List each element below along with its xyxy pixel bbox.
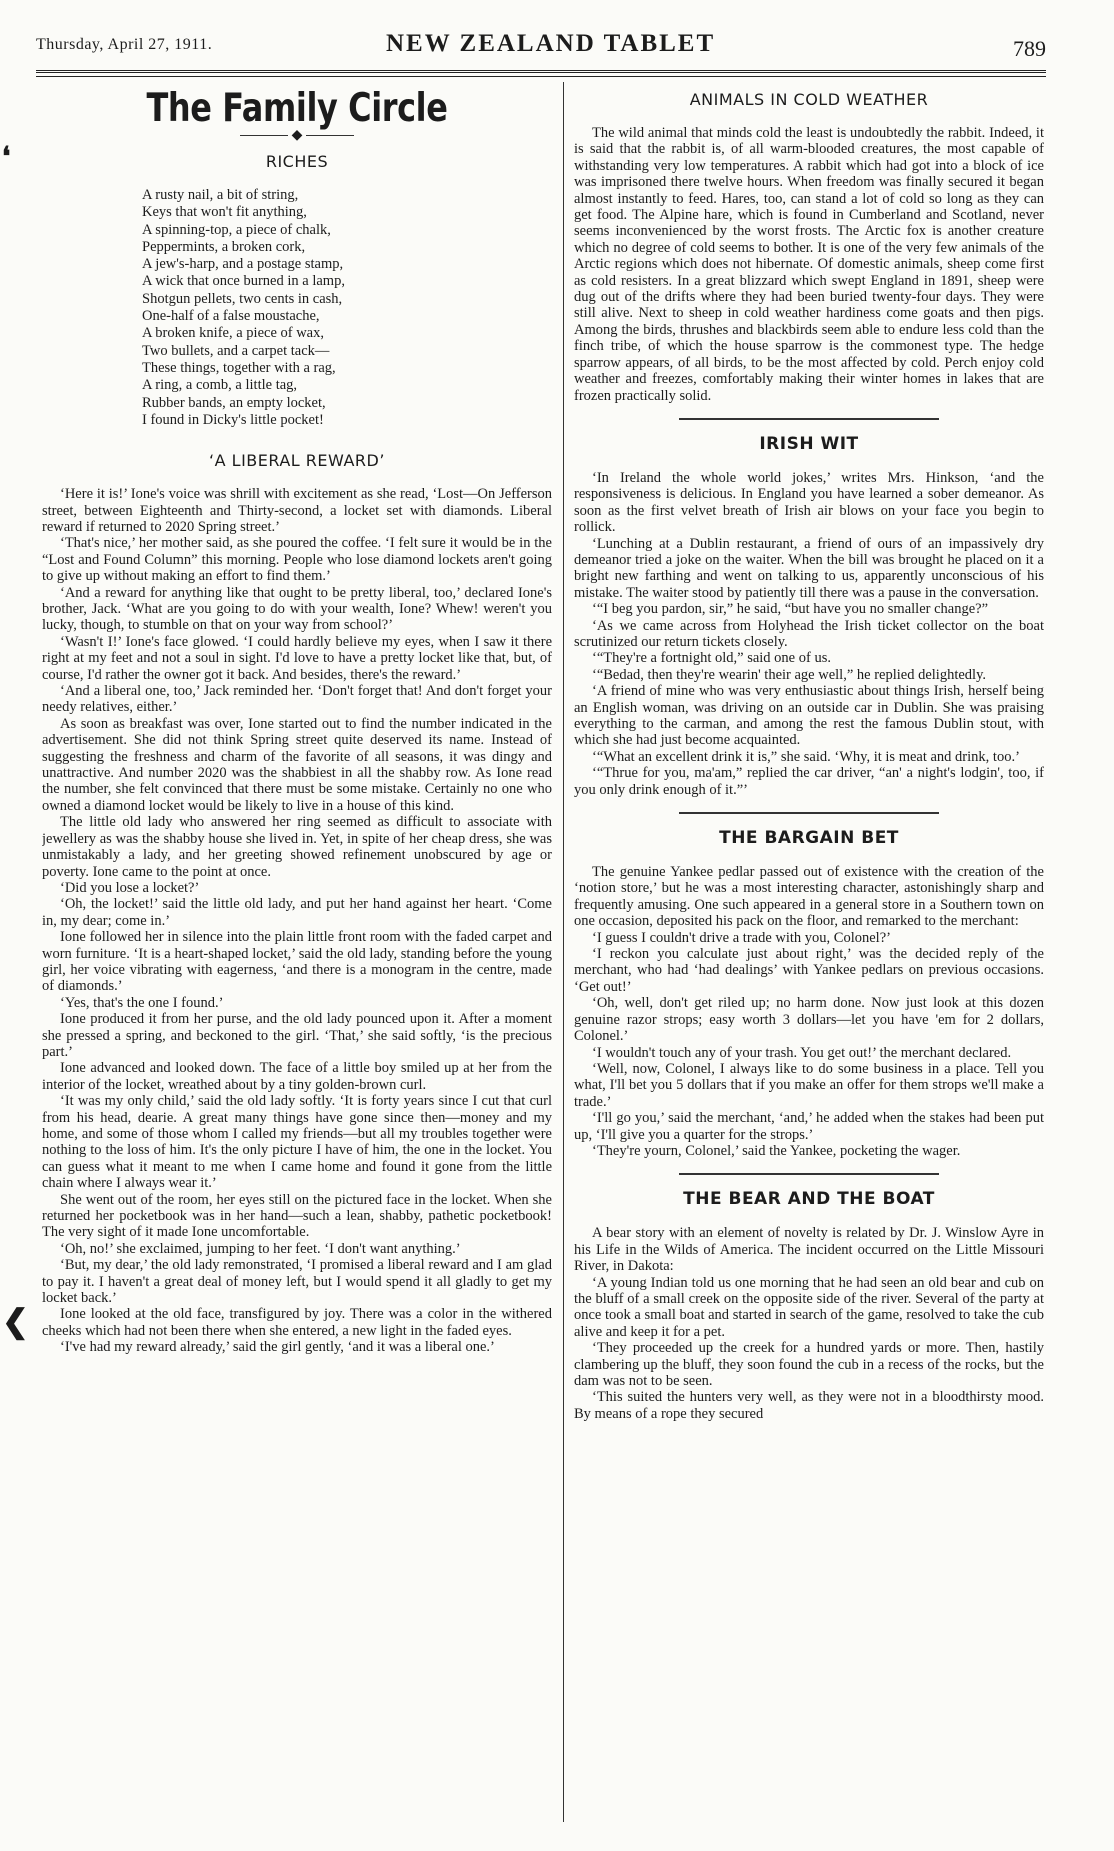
paragraph: ‘Wasn't I!’ Ione's face glowed. ‘I could hardly believe my eyes, when I saw it there right at my feet and not a soul in sight. I'd love to have a pretty locket like that, but, of course, I'd rather the owner got it back. And besides, there's the reward.’	[42, 633, 552, 683]
poem-line: Shotgun pellets, two cents in cash,	[142, 290, 343, 307]
paragraph: Ione looked at the old face, transfigured by joy. There was a color in the withered cheeks which had not been there when she entered, a new light in the faded eyes.	[42, 1306, 552, 1339]
paragraph: ‘A young Indian told us one morning that he had seen an old bear and cub on the bluff of a small creek on the opposite side of the river. Several of the party at once took a small boat and started in search of the game, resolved to take the cub alive and keep it for a pet.	[574, 1274, 1044, 1340]
section-title: The Family Circle	[146, 86, 448, 131]
story-heading: ‘A LIBERAL REWARD’	[209, 451, 385, 471]
paragraph: ‘And a reward for anything like that ought to be pretty liberal, too,’ declared Ione's brother, Jack. ‘What are you going to do with your wealth, Ione? Whew! weren't you lucky, though, to stumble on that on your way from school?’	[42, 584, 552, 634]
paragraph: ‘“What an excellent drink it is,” she said. ‘Why, it is meat and drink, too.’	[592, 748, 1020, 765]
paragraph: The little old lady who answered her ring seemed as difficult to associate with jewellery as was the shabby house she lived in. Yet, in spite of her cheap dress, she was unmistakably a lady, and her greeting showed refinement unobscured by age or poverty. Ione came to the point at once.	[42, 814, 552, 880]
article-heading: ANIMALS IN COLD WEATHER	[689, 90, 929, 109]
page-number: 789	[1013, 36, 1046, 61]
paragraph: ‘A friend of mine who was very enthusiastic about things Irish, herself being an English woman, was driving on an outside car in Dublin. She was praising everything to the carman, and among the rest the famous Dublin stout, with which she had just become acquainted.	[574, 683, 1044, 749]
poem-line: A jew's-harp, and a postage stamp,	[142, 256, 344, 273]
poem-line: A broken knife, a piece of wax,	[142, 325, 324, 342]
paragraph: ‘I'll go you,’ said the merchant, ‘and,’ he added when the stakes had been put up, ‘I'll give you a quarter for the strops.’	[574, 1110, 1044, 1143]
article-divider	[679, 418, 939, 420]
poem-line: A wick that once burned in a lamp,	[142, 273, 345, 290]
paragraph: ‘“I beg you pardon, sir,” he said, “but have you no smaller change?”	[592, 601, 989, 618]
paragraph: ‘I've had my reward already,’ said the girl gently, ‘and it was a liberal one.’	[60, 1339, 495, 1356]
poem-line: Keys that won't fit anything,	[142, 204, 307, 221]
margin-mark-icon: ❛	[2, 142, 11, 171]
paragraph: ‘“Thrue for you, ma'am,” replied the car driver, “an' a night's lodgin', too, if you only drink enough of it.”’	[574, 765, 1044, 798]
paragraph: ‘That's nice,’ her mother said, as she poured the coffee. ‘I felt sure it would be in the “Lost and Found Column” this morning. People who lose diamond lockets aren't going to give up without making an effort to find them.’	[42, 535, 552, 585]
paragraph: As soon as breakfast was over, Ione started out to find the number indicated in the advertisement. She did not think Spring street quite deserved its name. Instead of suggesting the freshness and charm of the favorite of all seasons, it was dingy and unattractive. And number 2020 was the shabbiest in all the shabby row. As Ione read the number, she felt convinced that there must be some mistake. Certainly no one who owned a diamond locket would be likely to live in a house of this kind.	[42, 715, 552, 814]
paragraph: ‘I guess I couldn't drive a trade with you, Colonel?’	[592, 929, 891, 946]
paragraph: ‘I wouldn't touch any of your trash. You get out!’ the merchant declared.	[592, 1044, 1012, 1061]
paragraph: ‘It was my only child,’ said the old lady softly. ‘It is forty years since I cut that curl from his head, dearie. A great many things have gone since then—money and my home, and some of those whom I called my friends—but all my troubles together were nothing to the loss of him. It's the only picture I have of him, the one in the locket. You can guess what it meant to me when I came home and found it gone from the little chain where I always wear it.’	[42, 1093, 552, 1192]
article-divider	[679, 1173, 939, 1175]
paragraph: A bear story with an element of novelty is related by Dr. J. Winslow Ayre in his Life in the Wilds of America. The incident occurred on the Little Missouri River, in Dakota:	[574, 1225, 1044, 1275]
poem-line: Rubber bands, an empty locket,	[142, 394, 326, 411]
paragraph: ‘They proceeded up the creek for a hundred yards or more. Then, hastily clambering up the bluff, they soon found the cub in a recess of the rocks, but the dam was not to be seen.	[574, 1340, 1044, 1389]
paragraph: Ione advanced and looked down. The face of a little boy smiled up at her from the interior of the locket, wreathed about by a tiny golden-brown curl.	[42, 1060, 552, 1093]
paragraph: ‘Well, now, Colonel, I always like to do some business in a place. Tell you what, I'll bet you 5 dollars that if you make an offer for them strops we'll make a trade.’	[574, 1060, 1044, 1110]
column-divider	[563, 82, 564, 1822]
left-column	[42, 82, 552, 1842]
poem-line: I found in Dicky's little pocket!	[142, 411, 324, 428]
paragraph: Ione produced it from her purse, and the old lady pounced upon it. After a moment she pressed a spring, and beckoned to the girl. ‘That,’ she said softly, ‘is the precious part.’	[42, 1011, 552, 1060]
margin-mark-icon: ❮	[2, 1303, 29, 1339]
masthead	[36, 30, 1046, 86]
paragraph: ‘Did you lose a locket?’	[60, 879, 200, 896]
paragraph: ‘Yes, that's the one I found.’	[60, 994, 224, 1011]
paragraph: ‘In Ireland the whole world jokes,’ writes Mrs. Hinkson, ‘and the responsiveness is delicious. In England you have learned a sober demeanor. As soon as the first velvet breath of Irish air blows on your face you begin to rollick.	[574, 469, 1044, 536]
poem-line: A rusty nail, a bit of string,	[142, 187, 299, 203]
poem-line: Two bullets, and a carpet tack—	[142, 342, 330, 359]
poem-line: One-half of a false moustache,	[142, 308, 320, 325]
paragraph: She went out of the room, her eyes still on the pictured face in the locket. When she returned her pocketbook was in her hand—such a lean, shabby, pathetic pocketbook! The very sight of it made Ione uncomfortable.	[42, 1191, 552, 1241]
paragraph: ‘Lunching at a Dublin restaurant, a friend of ours of an impassively dry demeanor tried a joke on the waiter. When the bill was brought he placed on it a bright new farthing and went on talking to us, apparently unconscious of his mistake. The waiter stood by patiently till there was a pause in the conversation.	[574, 535, 1044, 601]
poem-line: A spinning-top, a piece of chalk,	[142, 221, 331, 238]
newspaper-title: NEW ZEALAND TABLET	[386, 30, 716, 57]
article-heading: THE BEAR AND THE BOAT	[683, 1189, 935, 1210]
poem-line: Peppermints, a broken cork,	[142, 238, 306, 255]
paragraph: ‘Oh, well, don't get riled up; no harm done. Now just look at this dozen genuine razor strops; easy worth 3 dollars—let you have 'em for 2 dollars, Colonel.’	[574, 995, 1044, 1045]
paragraph: ‘I reckon you calculate just about right,’ was the decided reply of the merchant, who had ‘had dealings’ with Yankee pedlars on previous occasions. ‘Get out!’	[574, 946, 1044, 995]
paragraph: ‘As we came across from Holyhead the Irish ticket collector on the boat scrutinized our return tickets closely.	[574, 617, 1044, 650]
paragraph: ‘Here it is!’ Ione's voice was shrill with excitement as she read, ‘Lost—On Jefferson street, between Eighteenth and Thirty-second, a locket set with diamonds. Liberal reward if returned to 2020 Spring street.’	[42, 486, 552, 535]
ornament-divider: ◆	[42, 127, 552, 144]
poem	[142, 187, 552, 429]
article-divider	[679, 812, 939, 814]
masthead-rule	[36, 70, 1046, 73]
poem-line: A ring, a comb, a little tag,	[142, 377, 298, 394]
paragraph: ‘They're yourn, Colonel,’ said the Yankee, pocketing the wager.	[592, 1142, 961, 1159]
paragraph: ‘“Bedad, then they're wearin' their age well,” he replied delightedly.	[592, 666, 987, 683]
paragraph: ‘And a liberal one, too,’ Jack reminded her. ‘Don't forget that! And don't forget your needy relatives, either.’	[42, 683, 552, 716]
paragraph: ‘Oh, the locket!’ said the little old lady, and put her hand against her heart. ‘Come in, my dear; come in.’	[42, 896, 552, 929]
paragraph: Ione followed her in silence into the plain little front room with the faded carpet and worn furniture. ‘It is a heart-shaped locket,’ said the old lady, standing before the young girl, her voice vibrating with eagerness, ‘and there is a monogram in the centre, made of diamonds.’	[42, 929, 552, 995]
paragraph: The wild animal that minds cold the least is undoubtedly the rabbit. Indeed, it is said that the rabbit is, of all warm-blooded creatures, the most capable of withstanding very low temperatures. A rabbit which had got into a block of ice was imprisoned there twelve hours. When freedom was finally secured it began almost instantly to feed. Hares, too, can stand a lot of cold so long as they can get food. The Alpine hare, which is found in Cumberland and Scotland, never seems inconvenienced by the worst frosts. The Arctic fox is another creature which no degree of cold seems to bother. It is one of the very few animals of the Arctic regions which does not hibernate. Of domestic animals, sheep come first as cold resisters. In a great blizzard which swept England in 1891, sheep were dug out of the drifts where they had been buried twenty-four days. They were still alive. Next to sheep in cold weather hardiness come goats and then pigs. Among the birds, thrushes and blackbirds seem able to endure less cold than the finch tribe, of which the house sparrow is the commonest type. The hedge sparrow appears, of all birds, to be the most affected by cold. Perch enjoy cold weather and freezes, comfortably making their winter homes in lakes that are frozen practically solid.	[574, 125, 1044, 404]
paragraph: ‘But, my dear,’ the old lady remonstrated, ‘I promised a liberal reward and I am glad to pay it. I haven't a great deal of money left, but I would spend it all gladly to get my locket back.’	[42, 1257, 552, 1307]
masthead-rule-thin	[36, 76, 1046, 77]
poem-line: These things, together with a rag,	[142, 359, 336, 376]
right-column	[574, 82, 1044, 1842]
article-heading: THE BARGAIN BET	[719, 828, 899, 849]
poem-heading: RICHES	[265, 152, 329, 171]
issue-date: Thursday, April 27, 1911.	[36, 36, 213, 53]
article-heading: IRISH WIT	[759, 433, 859, 454]
paragraph: ‘Oh, no!’ she exclaimed, jumping to her feet. ‘I don't want anything.’	[60, 1240, 461, 1257]
paragraph: ‘“They're a fortnight old,” said one of us.	[592, 650, 831, 667]
paragraph: The genuine Yankee pedlar passed out of existence with the creation of the ‘notion store,’ but he was a most interesting character, astonishingly sharp and frequently amusing. One such appeared in a general store in a Southern town on one occasion, deposited his pack on the floor, and remarked to the merchant:	[574, 864, 1044, 930]
paragraph: ‘This suited the hunters very well, as they were not in a bloodthirsty mood. By means of a rope they secured	[574, 1389, 1044, 1422]
